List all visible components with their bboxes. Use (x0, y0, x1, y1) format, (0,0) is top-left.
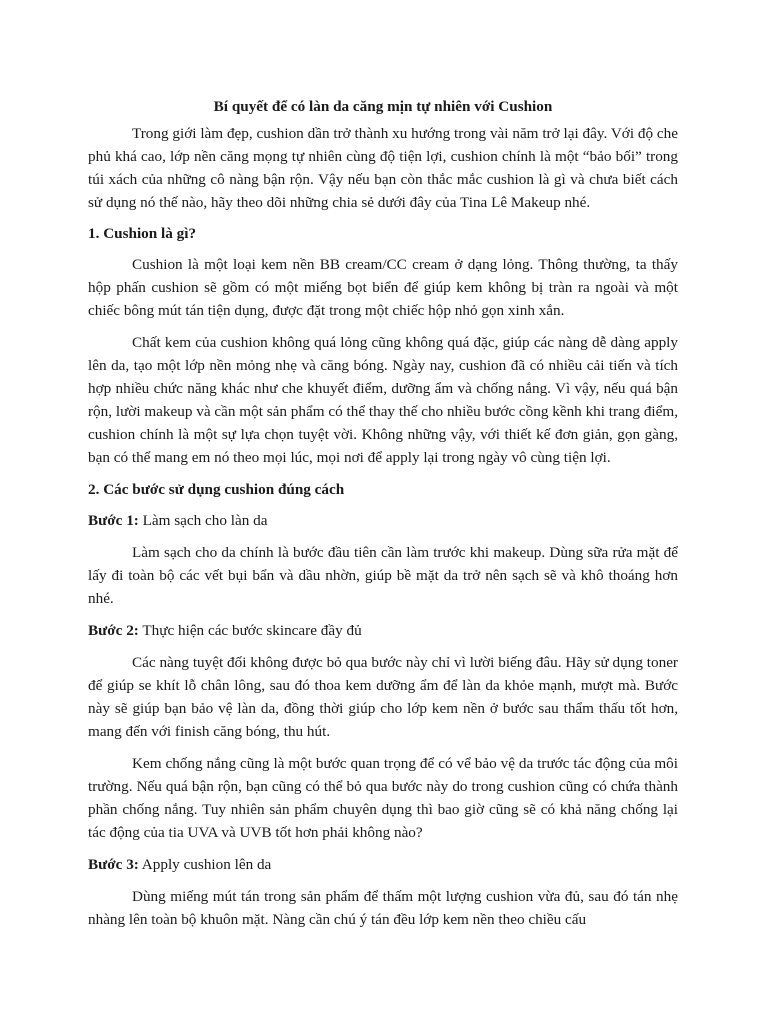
step-title: Làm sạch cho làn da (138, 512, 268, 529)
section-heading-steps: 2. Các bước sử dụng cushion đúng cách (88, 481, 345, 498)
step-1-heading (88, 509, 678, 532)
step-label: Bước 2: (88, 622, 139, 639)
step-label: Bước 3: (88, 856, 139, 873)
section-heading-what-is-cushion: 1. Cushion là gì? (88, 225, 197, 242)
step-title: Thực hiện các bước skincare đầy đủ (138, 622, 362, 639)
step-3-heading (88, 853, 678, 876)
document-body (88, 95, 678, 940)
document-title: Bí quyết để có làn da căng mịn tự nhiên với Cushion (213, 98, 553, 115)
step-2-paragraph: Các nàng tuyệt đối không được bỏ qua bước này chỉ vì lười biếng đâu. Hãy sử dụng toner để giúp se khít lỗ chân lông, sau đó thoa kem dưỡng ẩm để làn da khỏe mạnh, mượt mà. Bước này sẽ giúp bạn bảo vệ làn da, đồng thời giúp cho lớp kem nền ở bước sau thẩm thấu tốt hơn, mang đến với finish căng bóng, thu hút. (88, 654, 678, 740)
step-2-heading (88, 619, 678, 642)
step-title: Apply cushion lên da (138, 856, 272, 873)
step-3-paragraph: Dùng miếng mút tán trong sản phẩm để thấm một lượng cushion vừa đủ, sau đó tán nhẹ nhàng lên toàn bộ khuôn mặt. Nàng cần chú ý tán đều lớp kem nền theo chiều cấu (88, 888, 678, 928)
section1-paragraph: Cushion là một loại kem nền BB cream/CC cream ở dạng lỏng. Thông thường, ta thấy hộp phấn cushion sẽ gồm có một miếng bọt biển để giúp kem không bị tràn ra ngoài và một chiếc bông mút tán tiện dụng, được đặt trong một chiếc hộp nhỏ gọn xinh xắn. (88, 256, 678, 319)
intro-paragraph: Trong giới làm đẹp, cushion dần trở thành xu hướng trong vài năm trở lại đây. Với độ che phủ khá cao, lớp nền căng mọng tự nhiên cùng độ tiện lợi, cushion chính là một “bảo bối” trong túi xách của những cô nàng bận rộn. Vậy nếu bạn còn thắc mắc cushion là gì và chưa biết cách sử dụng nó thế nào, hãy theo dõi những chia sẻ dưới đây của Tina Lê Makeup nhé. (88, 125, 678, 211)
section1-paragraph: Chất kem của cushion không quá lỏng cũng không quá đặc, giúp các nàng dễ dàng apply lên da, tạo một lớp nền mỏng nhẹ và căng bóng. Ngày nay, cushion đã có nhiều cải tiến và tích hợp nhiều chức năng khác như che khuyết điểm, dưỡng ẩm và chống nắng. Vì vậy, nếu quá bận rộn, lười makeup và cần một sản phẩm có thể thay thế cho nhiều bước cồng kềnh khi trang điểm, cushion chính là một sự lựa chọn tuyệt vời. Không những vậy, với thiết kế đơn giản, gọn gàng, bạn có thể mang em nó theo mọi lúc, mọi nơi để apply lại trong ngày vô cùng tiện lợi. (88, 334, 678, 466)
step-1-paragraph: Làm sạch cho da chính là bước đầu tiên cần làm trước khi makeup. Dùng sữa rửa mặt để lấy đi toàn bộ các vết bụi bẩn và dầu nhờn, giúp bề mặt da trở nên sạch sẽ và khô thoáng hơn nhé. (88, 544, 678, 607)
step-2-paragraph: Kem chống nắng cũng là một bước quan trọng để có vể bảo vệ da trước tác động của môi trường. Nếu quá bận rộn, bạn cũng có thể bỏ qua bước này do trong cushion cũng có chứa thành phần chống nắng. Tuy nhiên sản phẩm chuyên dụng thì bao giờ cũng sẽ có khả năng chống lại tác động của tia UVA và UVB tốt hơn phải không nào? (88, 755, 678, 841)
step-label: Bước 1: (88, 512, 139, 529)
